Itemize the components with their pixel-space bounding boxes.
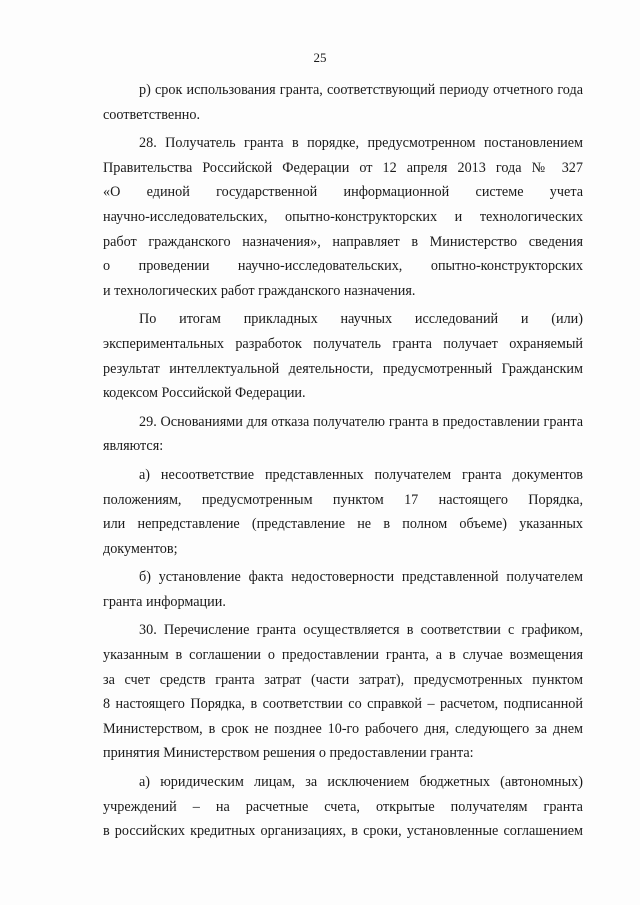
text-line: и технологических работ гражданского назначения.	[103, 282, 416, 299]
text-line: результат интеллектуальной деятельности, предусмотренный Гражданским	[103, 360, 583, 377]
text-line: По итогам прикладных научных исследований и (или)	[139, 311, 583, 328]
text-line: указанным в соглашении о предоставлении гранта, а в случае возмещения	[103, 647, 583, 664]
text-line: а) юридическим лицам, за исключением бюджетных (автономных)	[139, 774, 583, 791]
text-line: а) несоответствие представленных получателем гранта документов	[139, 466, 583, 483]
text-line: б) установление факта недостоверности представленной получателем	[139, 569, 583, 586]
document-body	[103, 78, 583, 844]
text-line: работ гражданского назначения», направляет в Министерство сведения	[103, 233, 583, 250]
text-line: 28. Получатель гранта в порядке, предусмотренном постановлением	[139, 135, 583, 152]
text-line: соответственно.	[103, 106, 201, 123]
text-line: р) срок использования гранта, соответствующий периоду отчетного года	[139, 82, 583, 98]
text-line: гранта информации.	[103, 593, 226, 610]
text-line: учреждений – на расчетные счета, открытые получателям гранта	[103, 798, 583, 815]
text-line: положениям, предусмотренным пунктом 17 настоящего Порядка,	[103, 491, 583, 508]
text-line: за счет средств гранта затрат (части затрат), предусмотренных пунктом	[103, 671, 583, 688]
text-line: являются:	[103, 438, 164, 455]
page-number: 25	[313, 50, 327, 65]
text-line: о проведении научно-исследовательских, опытно-конструкторских	[103, 258, 583, 275]
text-line: 29. Основаниями для отказа получателю гранта в предоставлении гранта	[139, 413, 583, 430]
text-line: экспериментальных разработок получатель гранта получает охраняемый	[103, 335, 583, 352]
text-line: документов;	[103, 540, 178, 557]
text-line: «О единой государственной информационной системе учета	[103, 184, 583, 201]
text-line: 8 настоящего Порядка, в соответствии со справкой – расчетом, подписанной	[103, 696, 583, 713]
text-line: Правительства Российской Федерации от 12 апреля 2013 года № 327	[103, 159, 583, 176]
text-line: научно-исследовательских, опытно-конструкторских и технологических	[103, 208, 583, 225]
text-line: кодексом Российской Федерации.	[103, 385, 306, 402]
text-line: в российских кредитных организациях, в сроки, установленные соглашением	[103, 823, 583, 840]
text-line: или непредставление (представление не в полном объеме) указанных	[103, 516, 583, 533]
text-line: 30. Перечисление гранта осуществляется в соответствии с графиком,	[139, 622, 583, 639]
text-line: принятия Министерством решения о предоставлении гранта:	[103, 745, 474, 762]
text-line: Министерством, в срок не позднее 10-го рабочего дня, следующего за днем	[103, 720, 583, 737]
